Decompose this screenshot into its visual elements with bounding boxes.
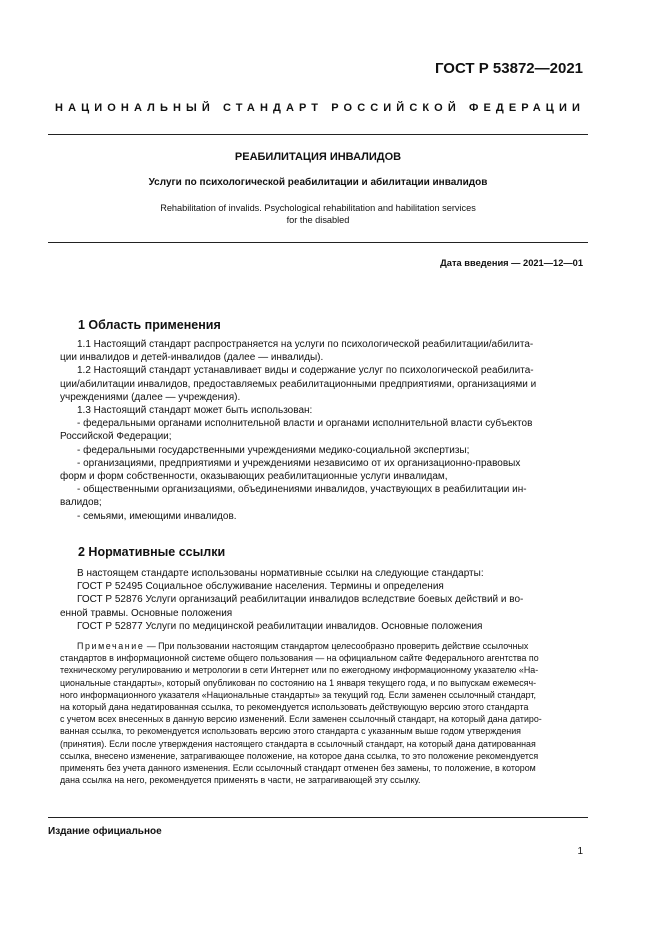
note-line: ного информационного указателя «Национальные стандарты» за текущий год. Если заменен ссылочный стандарт, bbox=[60, 689, 536, 700]
section-2-body bbox=[60, 567, 587, 633]
note-line: циональные стандарты», который опубликован по состоянию на 1 января текущего года, и по выпускам ежемесяч- bbox=[60, 677, 537, 688]
text-line: - семьями, имеющими инвалидов. bbox=[77, 510, 237, 522]
reference-line: ГОСТ Р 52495 Социальное обслуживание населения. Термины и определения bbox=[77, 581, 444, 593]
divider-bottom bbox=[48, 242, 588, 243]
text-line: - общественными организациями, объединениями инвалидов, участвующих в реабилитации ин- bbox=[77, 484, 527, 496]
text-line: форм и форм собственности, оказывающих реабилитационные услуги инвалидам, bbox=[60, 471, 448, 483]
note-line: ванная ссылка, то рекомендуется использовать версию этого стандарта с указанным выше годом утверждения bbox=[60, 726, 521, 737]
note-line: (принятия). Если после утверждения настоящего стандарта в ссылочный стандарт, на который дана датированная bbox=[60, 738, 536, 749]
text-line: 1.1 Настоящий стандарт распространяется на услуги по психологической реабилитации/абилита- bbox=[77, 339, 534, 350]
official-edition-label: Издание официальное bbox=[48, 826, 162, 837]
note-line: дана ссылка на него, рекомендуется применять в части, не затрагивающей эту ссылку. bbox=[60, 775, 421, 786]
text-line: В настоящем стандарте использованы нормативные ссылки на следующие стандарты: bbox=[77, 568, 484, 579]
note-line: — При пользовании настоящим стандартом целесообразно проверить действие ссылочных bbox=[144, 641, 529, 651]
text-line: - организациями, предприятиями и учреждениями независимо от их организационно-правовых bbox=[77, 457, 521, 469]
text-line: - федеральными органами исполнительной власти и органами исполнительной власти субъектов bbox=[77, 418, 533, 430]
text-line: ции/абилитации инвалидов, предоставляемых реабилитационными предприятиями, организациями и bbox=[60, 378, 537, 390]
text-line: учреждениями (далее — учреждения). bbox=[60, 391, 241, 403]
reference-line: енной травмы. Основные положения bbox=[60, 607, 233, 619]
national-standard-heading: НАЦИОНАЛЬНЫЙ СТАНДАРТ РОССИЙСКОЙ ФЕДЕРАЦИИ bbox=[55, 102, 585, 114]
text-line: - федеральными государственными учреждениями медико-социальной экспертизы; bbox=[77, 444, 470, 456]
reference-line: ГОСТ Р 52876 Услуги организаций реабилитации инвалидов вследствие боевых действий и во- bbox=[77, 594, 524, 606]
english-title bbox=[60, 202, 576, 226]
doc-number: ГОСТ Р 53872—2021 bbox=[434, 60, 583, 77]
section-1-heading: 1 Область применения bbox=[78, 318, 221, 332]
text-line: 1.3 Настоящий стандарт может быть использован: bbox=[77, 405, 313, 417]
text-line: Российской Федерации; bbox=[60, 431, 172, 443]
note-line: применять без учета данного изменения. Если ссылочный стандарт отменен без замены, то положение, в котором bbox=[60, 763, 536, 774]
english-title-line: Rehabilitation of invalids. Psychological rehabilitation and habilitation services bbox=[160, 203, 476, 213]
introduction-date: Дата введения — 2021—12—01 bbox=[440, 258, 583, 268]
text-line: ции инвалидов и детей-инвалидов (далее — инвалиды). bbox=[60, 352, 324, 364]
english-title-line: for the disabled bbox=[286, 215, 350, 225]
page-number: 1 bbox=[577, 846, 583, 857]
document-title: РЕАБИЛИТАЦИЯ ИНВАЛИДОВ bbox=[234, 151, 402, 163]
note-label: Примечание bbox=[77, 641, 145, 651]
note bbox=[60, 640, 587, 786]
reference-line: ГОСТ Р 52877 Услуги по медицинской реабилитации инвалидов. Основные положения bbox=[77, 620, 483, 632]
text-line: валидов; bbox=[60, 497, 102, 509]
note-line: техническому регулированию и метрологии в сети Интернет или по ежегодному информационному указателю «На- bbox=[60, 665, 539, 676]
document-subtitle: Услуги по психологической реабилитации и абилитации инвалидов bbox=[148, 177, 488, 188]
divider-footer bbox=[48, 817, 588, 818]
section-2-heading: 2 Нормативные ссылки bbox=[78, 545, 226, 559]
note-line: стандартов в информационной системе общего пользования — на официальном сайте Федерального агентства по bbox=[60, 653, 539, 664]
note-line: ссылка, внесено изменение, затрагивающее положение, на которое дана ссылка, то это положение рекомендуется bbox=[60, 750, 539, 761]
note-line: с учетом всех внесенных в данную версию изменений. Если заменен ссылочный стандарт, на который дана датиро- bbox=[60, 714, 542, 725]
note-line: на который дана недатированная ссылка, то рекомендуется использовать действующую версию этого стандарта bbox=[60, 702, 529, 713]
divider-top bbox=[48, 134, 588, 135]
text-line: 1.2 Настоящий стандарт устанавливает виды и содержание услуг по психологической реабилита- bbox=[77, 365, 534, 377]
section-1-body bbox=[60, 338, 587, 523]
